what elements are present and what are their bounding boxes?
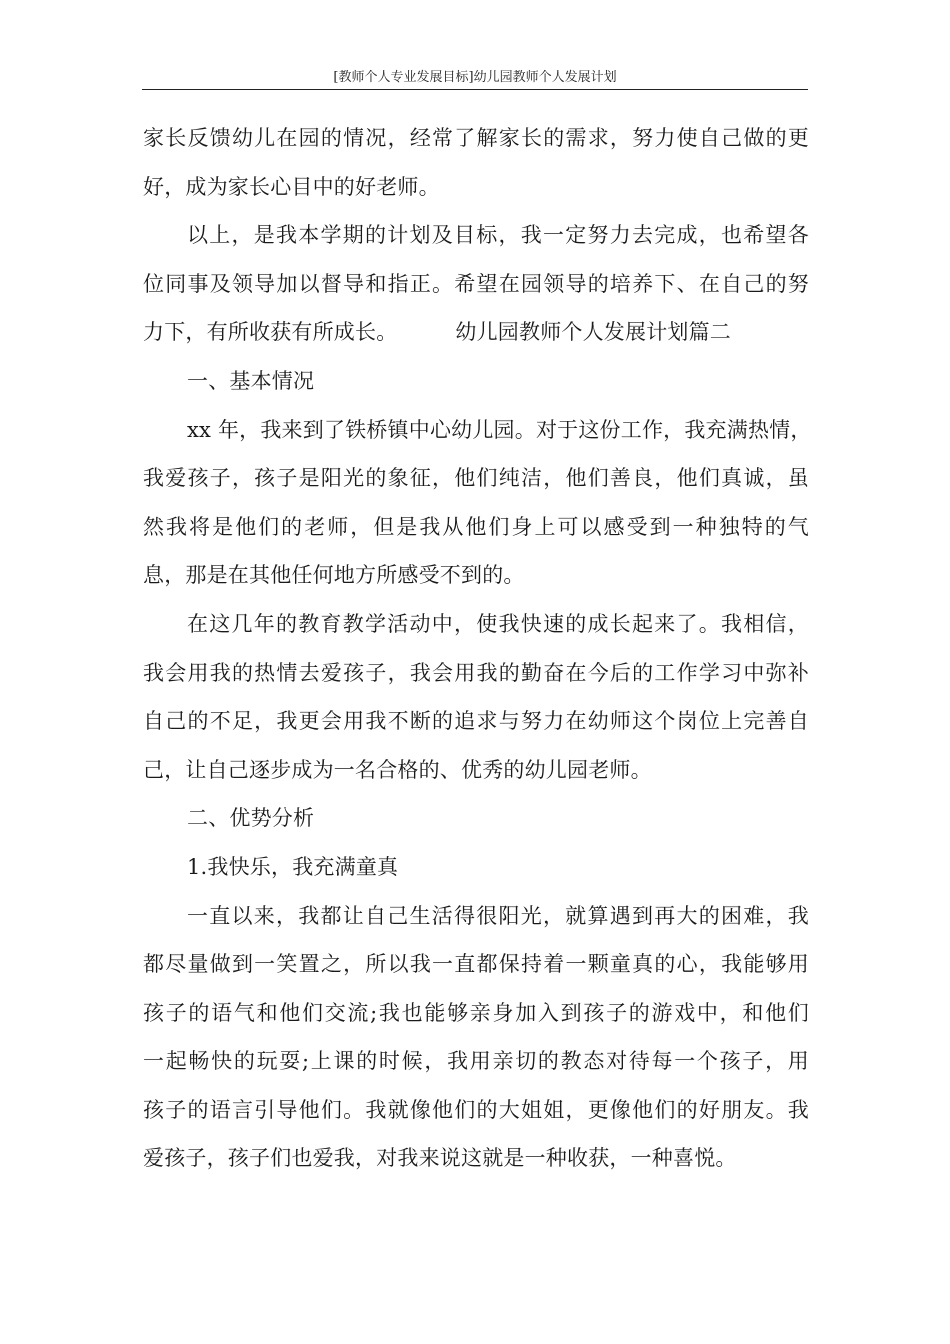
section-heading: 一、基本情况	[187, 368, 315, 393]
paragraph-line: 自己的不足，我更会用我不断的追求与努力在幼师这个岗位上完善自	[143, 709, 809, 734]
paragraph-line: 然我将是他们的老师，但是我从他们身上可以感受到一种独特的气	[143, 514, 809, 539]
paragraph-line	[143, 308, 809, 357]
section-heading: 二、优势分析	[187, 806, 315, 831]
subsection-heading: 1.我快乐，我充满童真	[187, 854, 399, 879]
paragraph-line: 一直以来，我都让自己生活得很阳光，就算遇到再大的困难，我	[187, 903, 809, 928]
document-body	[143, 114, 812, 1183]
paragraph-line: xx 年，我来到了铁桥镇中心幼儿园。对于这份工作，我充满热情，	[187, 417, 812, 442]
paragraph-line: 我会用我的热情去爱孩子，我会用我的勤奋在今后的工作学习中弥补	[143, 660, 809, 685]
paragraph-line: 以上，是我本学期的计划及目标，我一定努力去完成，也希望各	[187, 223, 809, 248]
paragraph-line: 孩子的语言引导他们。我就像他们的大姐姐，更像他们的好朋友。我	[143, 1097, 809, 1122]
paragraph-line: 孩子的语气和他们交流;我也能够亲身加入到孩子的游戏中，和他们	[143, 1000, 809, 1025]
paragraph-line: 在这几年的教育教学活动中，使我快速的成长起来了。我相信，	[187, 611, 809, 636]
paragraph-line: 息，那是在其他任何地方所感受不到的。	[143, 563, 525, 588]
paragraph-line: 家长反馈幼儿在园的情况，经常了解家长的需求，努力使自己做的更	[143, 126, 809, 150]
paragraph-line: 我爱孩子，孩子是阳光的象征，他们纯洁，他们善良，他们真诚，虽	[143, 466, 809, 491]
paragraph-line: 都尽量做到一笑置之，所以我一直都保持着一颗童真的心，我能够用	[143, 952, 809, 977]
paragraph-line: 爱孩子，孩子们也爱我，对我来说这就是一种收获，一种喜悦。	[143, 1146, 737, 1171]
paragraph-line: 位同事及领导加以督导和指正。希望在园领导的培养下、在自己的努	[143, 271, 809, 296]
paragraph-line-text: 力下，有所收获有所成长。	[143, 320, 398, 345]
section-title: 幼儿园教师个人发展计划篇二	[455, 320, 732, 345]
paragraph-line: 好，成为家长心目中的好老师。	[143, 174, 440, 199]
running-header: [教师个人专业发展目标]幼儿园教师个人发展计划	[333, 70, 617, 85]
header-rule	[142, 89, 808, 90]
paragraph-line: 一起畅快的玩耍;上课的时候，我用亲切的教态对待每一个孩子，用	[143, 1049, 809, 1074]
paragraph-line: 己，让自己逐步成为一名合格的、优秀的幼儿园老师。	[143, 757, 652, 782]
